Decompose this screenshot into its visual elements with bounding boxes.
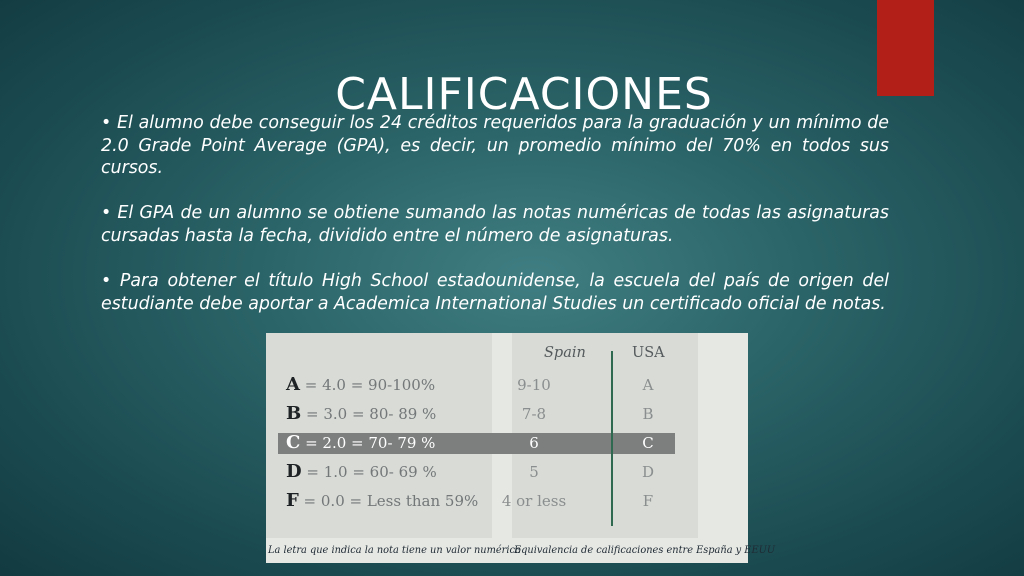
usa-grade: C (642, 434, 654, 452)
header-usa: USA (632, 345, 665, 361)
bullet-paragraph-credits: • El alumno debe conseguir los 24 créditos requeridos para la graduación y un mínimo de 2.0 Grade Point Average (GPA), es decir, un promedio mínimo del 70% en todos sus cursos. (101, 113, 889, 179)
usa-grade: A (642, 376, 654, 394)
bullet-paragraph-title: • Para obtener el título High School estadounidense, la escuela del país de origen del estudiante debe aportar a Academica International Studies un certificado oficial de notas. (101, 271, 889, 314)
bullet-paragraph-gpa: • El GPA de un alumno se obtiene sumando las notas numéricas de todas las asignaturas cursadas hasta la fecha, dividido entre el número de asignaturas. (101, 203, 889, 246)
grade-definition: = 4.0 = 90-100% (299, 376, 436, 394)
grade-letter: D (286, 461, 302, 482)
spain-grade: 9-10 (517, 376, 551, 394)
caption-left: La letra que indica la nota tiene un valor numérico (268, 545, 521, 556)
grade-definition: = 0.0 = Less than 59% (298, 492, 479, 510)
column-divider (611, 351, 613, 526)
grade-letter: A (286, 374, 300, 395)
usa-grade: D (641, 463, 655, 481)
grade-definition: = 3.0 = 80- 89 % (301, 405, 437, 423)
spain-grade: 4 or less (501, 492, 567, 510)
slide-body (101, 112, 889, 338)
grade-letter: C (286, 432, 301, 453)
spain-grade: 7-8 (521, 405, 547, 423)
spain-grade: 5 (529, 463, 539, 481)
usa-grade: B (642, 405, 654, 423)
grade-letter: B (286, 403, 302, 424)
grade-letter: F (286, 490, 299, 511)
header-spain: Spain (544, 345, 586, 361)
slide-title: CALIFICACIONES (335, 69, 713, 121)
caption-right: Equivalencia de calificaciones entre España y EEUU (514, 545, 776, 556)
grade-definition: = 1.0 = 60- 69 % (301, 463, 437, 481)
grade-definition: = 2.0 = 70- 79 % (300, 434, 436, 452)
usa-grade: F (642, 492, 654, 510)
spain-grade: 6 (529, 434, 539, 452)
grade-equivalence-image (266, 333, 776, 563)
